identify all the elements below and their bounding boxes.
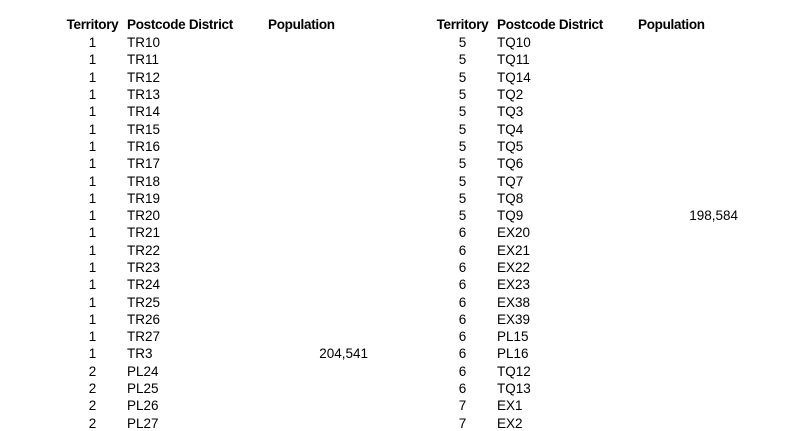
postcode-cell: TR10 — [127, 35, 161, 51]
territory-cell: 5 — [458, 69, 467, 85]
territory-cell: 1 — [88, 329, 97, 345]
postcode-cell: TR19 — [127, 190, 161, 206]
postcode-cell: TR17 — [127, 156, 161, 172]
table-row — [434, 259, 738, 276]
table-row — [64, 155, 368, 172]
territory-cell: 1 — [88, 87, 97, 103]
territory-column-header: Territory — [66, 16, 119, 32]
territory-cell: 5 — [458, 190, 467, 206]
postcode-district-column-header: Postcode District — [497, 16, 603, 32]
postcode-cell: TR24 — [127, 277, 161, 293]
table-row — [434, 276, 738, 293]
table-row — [64, 415, 368, 431]
table-row — [434, 293, 738, 310]
postcode-cell: TR16 — [127, 138, 161, 154]
table-row — [434, 190, 738, 207]
territory-cell: 5 — [458, 52, 467, 68]
territory-column-header: Territory — [436, 16, 489, 32]
territory-cell: 6 — [458, 346, 467, 362]
territory-cell: 2 — [88, 381, 97, 397]
territory-cell: 5 — [458, 104, 467, 120]
territory-cell: 6 — [458, 260, 467, 275]
postcode-cell: EX38 — [497, 294, 531, 310]
table-row — [434, 51, 738, 68]
territory-cell: 1 — [88, 190, 97, 206]
postcode-cell: TQ6 — [497, 156, 524, 172]
territory-cell: 1 — [88, 346, 97, 362]
territory-cell: 1 — [88, 52, 97, 68]
table-row — [64, 311, 368, 328]
territory-cell: 5 — [458, 138, 467, 154]
table-row — [64, 242, 368, 259]
territory-cell: 2 — [88, 363, 97, 379]
table-row — [64, 138, 368, 155]
table-row — [64, 172, 368, 189]
postcode-district-column-header: Postcode District — [127, 16, 233, 32]
table-row — [434, 34, 738, 51]
territory-cell: 1 — [88, 242, 97, 258]
postcode-cell: EX2 — [497, 415, 523, 431]
postcode-cell: EX39 — [497, 311, 531, 327]
territory-cell: 2 — [88, 415, 97, 431]
table-header-row — [434, 14, 738, 34]
postcode-cell: TR26 — [127, 311, 161, 327]
table-header-row — [64, 14, 368, 34]
table-row — [434, 138, 738, 155]
table-row — [64, 259, 368, 276]
postcode-cell: TQ9 — [497, 208, 524, 224]
postcode-cell: PL16 — [497, 346, 529, 362]
population-column-header: Population — [268, 16, 335, 32]
population-cell: 198,584 — [689, 208, 738, 224]
postcode-cell: TQ13 — [497, 381, 531, 397]
table-row — [64, 120, 368, 137]
territory-cell: 1 — [88, 156, 97, 172]
table-row — [64, 86, 368, 103]
table-row — [434, 86, 738, 103]
territory-cell: 6 — [458, 311, 467, 327]
territory-cell: 1 — [88, 35, 97, 51]
table-row — [64, 276, 368, 293]
postcode-cell: TR13 — [127, 87, 161, 103]
territory-cell: 5 — [458, 208, 467, 224]
postcode-cell: PL24 — [127, 363, 159, 379]
territory-cell: 6 — [458, 329, 467, 345]
postcode-cell: EX21 — [497, 242, 531, 258]
territory-cell: 5 — [458, 35, 467, 51]
table-row — [64, 103, 368, 120]
table-row — [64, 328, 368, 345]
table-row — [434, 311, 738, 328]
table-row — [64, 397, 368, 414]
table-row — [64, 345, 368, 362]
table-row — [434, 207, 738, 224]
postcode-cell: TR23 — [127, 260, 161, 275]
postcode-cell: TQ3 — [497, 104, 524, 120]
territory-cell: 1 — [88, 311, 97, 327]
postcode-cell: TR27 — [127, 329, 161, 345]
table-row — [64, 69, 368, 86]
territory-cell: 5 — [458, 121, 467, 137]
postcode-cell: TQ11 — [497, 52, 530, 68]
territory-cell: 1 — [88, 173, 97, 189]
table-row — [434, 363, 738, 380]
postcode-cell: TR25 — [127, 294, 161, 310]
territory-cell: 6 — [458, 277, 467, 293]
postcode-cell: EX1 — [497, 398, 523, 414]
territory-cell: 6 — [458, 242, 467, 258]
table-row — [434, 155, 738, 172]
territory-cell: 1 — [88, 121, 97, 137]
table-row — [434, 103, 738, 120]
table-row — [434, 120, 738, 137]
postcode-cell: TQ14 — [497, 69, 531, 85]
postcode-cell: TQ4 — [497, 121, 524, 137]
postcode-cell: TR20 — [127, 208, 161, 224]
population-cell: 204,541 — [319, 346, 368, 362]
postcode-cell: PL15 — [497, 329, 529, 345]
territory-cell: 7 — [458, 415, 467, 431]
table-row — [64, 224, 368, 241]
table-rows-container — [434, 34, 738, 431]
postcode-cell: TQ12 — [497, 363, 531, 379]
postcode-cell: TQ2 — [497, 87, 524, 103]
territory-table-right — [434, 14, 738, 431]
table-row — [434, 345, 738, 362]
table-row — [434, 415, 738, 431]
table-row — [434, 69, 738, 86]
territory-cell: 6 — [458, 363, 467, 379]
postcode-cell: TR21 — [127, 225, 161, 241]
population-column-header: Population — [638, 16, 705, 32]
territory-cell: 1 — [88, 225, 97, 241]
table-row — [64, 363, 368, 380]
postcode-cell: TQ5 — [497, 138, 524, 154]
table-row — [64, 293, 368, 310]
territory-cell: 1 — [88, 294, 97, 310]
territory-cell: 5 — [458, 173, 467, 189]
territory-cell: 5 — [458, 156, 467, 172]
postcode-cell: TQ10 — [497, 35, 531, 51]
postcode-cell: EX23 — [497, 277, 531, 293]
table-row — [64, 190, 368, 207]
postcode-cell: EX22 — [497, 260, 531, 275]
postcode-cell: PL25 — [127, 381, 159, 397]
territory-cell: 1 — [88, 69, 97, 85]
territory-table-left — [64, 14, 368, 431]
table-row — [434, 224, 738, 241]
postcode-cell: TQ8 — [497, 190, 524, 206]
postcode-cell: TR14 — [127, 104, 161, 120]
postcode-cell: PL27 — [127, 415, 159, 431]
territory-cell: 1 — [88, 260, 97, 275]
postcode-cell: EX20 — [497, 225, 531, 241]
territory-cell: 1 — [88, 208, 97, 224]
territory-cell: 6 — [458, 294, 467, 310]
postcode-cell: TR11 — [127, 52, 160, 68]
table-row — [434, 380, 738, 397]
table-row — [434, 397, 738, 414]
territory-cell: 1 — [88, 104, 97, 120]
postcode-cell: TR3 — [127, 346, 153, 362]
territory-cell: 1 — [88, 277, 97, 293]
postcode-cell: PL26 — [127, 398, 159, 414]
table-row — [434, 328, 738, 345]
territory-cell: 7 — [458, 398, 467, 414]
postcode-cell: TQ7 — [497, 173, 524, 189]
table-row — [434, 242, 738, 259]
territory-cell: 6 — [458, 225, 467, 241]
table-row — [64, 34, 368, 51]
postcode-cell: TR18 — [127, 173, 161, 189]
territory-cell: 5 — [458, 87, 467, 103]
table-row — [434, 172, 738, 189]
postcode-cell: TR12 — [127, 69, 161, 85]
table-rows-container — [64, 34, 368, 431]
postcode-cell: TR22 — [127, 242, 161, 258]
territory-cell: 6 — [458, 381, 467, 397]
territory-cell: 1 — [88, 138, 97, 154]
table-row — [64, 207, 368, 224]
table-row — [64, 51, 368, 68]
table-row — [64, 380, 368, 397]
postcode-cell: TR15 — [127, 121, 161, 137]
territory-cell: 2 — [88, 398, 97, 414]
